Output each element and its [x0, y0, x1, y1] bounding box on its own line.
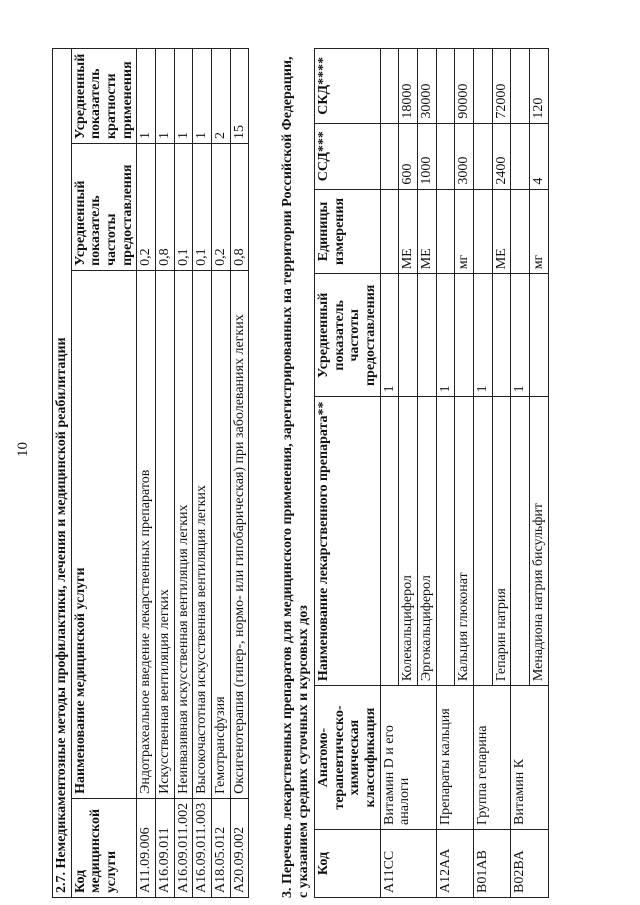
drug-name: Гепарин натрия: [492, 397, 511, 686]
frequency-value: 0,8: [156, 144, 175, 271]
ssd-empty: [511, 123, 530, 189]
drug-frequency-empty: [530, 274, 549, 397]
drugs-table: [314, 48, 549, 898]
service-code: A20.09.002: [230, 798, 249, 897]
drug-ssd: 3000: [455, 123, 474, 189]
service-code: A16.09.011.002: [174, 798, 193, 897]
atc-code: A11CC: [380, 829, 436, 897]
ssd-empty: [380, 123, 399, 189]
drug-frequency-empty: [418, 274, 437, 397]
unit-empty: [511, 189, 530, 274]
group-frequency: 1: [511, 274, 530, 397]
table-row: [230, 49, 249, 898]
service-name: Гемотрансфузия: [212, 270, 231, 798]
section-27-title: 2.7. Немедикаментозные методы профилактики, лечения и медицинской реабилитации: [53, 49, 72, 898]
skd-empty: [474, 49, 493, 124]
group-frequency: 1: [436, 274, 455, 397]
frequency-value: 0,2: [137, 144, 156, 271]
header-units: Единицы измерения: [315, 189, 381, 274]
drug-unit: МЕ: [399, 189, 418, 274]
service-name: Высокочастотная искусственная вентиляция легких: [193, 270, 212, 798]
service-name: Неинвазивная искусственная вентиляция легких: [174, 270, 193, 798]
drug-frequency-empty: [455, 274, 474, 397]
group-row: [380, 49, 399, 898]
table-row: [193, 49, 212, 898]
drug-name-empty: [474, 397, 493, 686]
drug-name: Эргокальциферол: [418, 397, 437, 686]
unit-empty: [380, 189, 399, 274]
multiplicity-value: 1: [193, 49, 212, 144]
drug-name: Колекальциферол: [399, 397, 418, 686]
frequency-value: 0,2: [212, 144, 231, 271]
multiplicity-value: 1: [137, 49, 156, 144]
service-code: A18.05.012: [212, 798, 231, 897]
drug-ssd: 2400: [492, 123, 511, 189]
drug-unit: мг: [530, 189, 549, 274]
header-drug-name: Наименование лекарственного препарата**: [315, 397, 381, 686]
drug-skd: 72000: [492, 49, 511, 124]
group-row: [511, 49, 530, 898]
drug-frequency-empty: [492, 274, 511, 397]
section-3-title: 3. Перечень лекарственных препаратов для медицинского применения, зарегистрированных на территории Российской Федерации, с указанием средних суточных и курсовых доз: [280, 56, 311, 898]
drug-name-empty: [380, 397, 399, 686]
unit-empty: [474, 189, 493, 274]
drug-name-empty: [436, 397, 455, 686]
drug-ssd: 4: [530, 123, 549, 189]
header-frequency: Усредненный показатель частоты предоставления: [71, 144, 137, 271]
group-frequency: 1: [474, 274, 493, 397]
group-frequency: 1: [380, 274, 399, 397]
drug-ssd: 1000: [418, 123, 437, 189]
service-name: Искусственная вентиляция легких: [156, 270, 175, 798]
skd-empty: [436, 49, 455, 124]
header-code: Код: [315, 829, 381, 897]
table-row: [174, 49, 193, 898]
service-name: Эндотрахеальное введение лекарственных препаратов: [137, 270, 156, 798]
drug-unit: мг: [455, 189, 474, 274]
atc-code: B02BA: [511, 829, 548, 897]
service-code: A16.09.011.003: [193, 798, 212, 897]
atc-name: Группа гепарина: [474, 686, 511, 830]
atc-code: B01AB: [474, 829, 511, 897]
atc-name: Витамин К: [511, 686, 548, 830]
group-row: [436, 49, 455, 898]
drug-name: Менадиона натрия бисульфит: [530, 397, 549, 686]
drug-skd: 18000: [399, 49, 418, 124]
drug-ssd: 600: [399, 123, 418, 189]
ssd-empty: [436, 123, 455, 189]
ssd-empty: [474, 123, 493, 189]
services-table: [52, 48, 249, 898]
service-code: A11.09.006: [137, 798, 156, 897]
unit-empty: [436, 189, 455, 274]
page-number: 10: [15, 442, 31, 457]
frequency-value: 0,1: [174, 144, 193, 271]
service-code: A16.09.011: [156, 798, 175, 897]
frequency-value: 0,8: [230, 144, 249, 271]
drug-unit: МЕ: [492, 189, 511, 274]
drug-skd: 30000: [418, 49, 437, 124]
atc-name: Препараты кальция: [436, 686, 473, 830]
header-atc: Анатомо-терапевтическо-химическая классификация: [315, 686, 381, 830]
service-name: Оксигенотерапия (гипер-, нормо- или гипобарическая) при заболеваниях легких: [230, 270, 249, 798]
header-service-code: Код медицинской услуги: [71, 798, 137, 897]
table-row: [156, 49, 175, 898]
multiplicity-value: 2: [212, 49, 231, 144]
atc-code: A12AA: [436, 829, 473, 897]
header-frequency: Усредненный показатель частоты предоставления: [315, 274, 381, 397]
multiplicity-value: 1: [156, 49, 175, 144]
drug-skd: 90000: [455, 49, 474, 124]
drug-name-empty: [511, 397, 530, 686]
table-row: [212, 49, 231, 898]
rotated-page-content: [52, 48, 640, 898]
multiplicity-value: 1: [174, 49, 193, 144]
skd-empty: [380, 49, 399, 124]
header-multiplicity: Усредненный показатель кратности применения: [71, 49, 137, 144]
drug-unit: МЕ: [418, 189, 437, 274]
header-skd: СКД****: [315, 49, 381, 124]
drug-skd: 120: [530, 49, 549, 124]
drug-name: Кальция глюконат: [455, 397, 474, 686]
header-service-name: Наименование медицинской услуги: [71, 270, 137, 798]
group-row: [474, 49, 493, 898]
header-ssd: ССД***: [315, 123, 381, 189]
multiplicity-value: 15: [230, 49, 249, 144]
frequency-value: 0,1: [193, 144, 212, 271]
atc-name: Витамин D и его аналоги: [380, 686, 436, 830]
skd-empty: [511, 49, 530, 124]
drug-frequency-empty: [399, 274, 418, 397]
table-row: [137, 49, 156, 898]
